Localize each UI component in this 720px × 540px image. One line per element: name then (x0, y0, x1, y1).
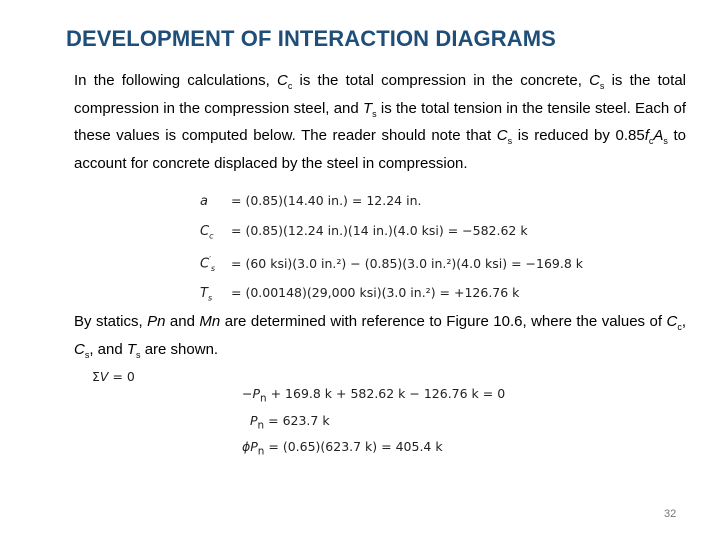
statics-paragraph: By statics, Pn and Mn are determined with reference to Figure 10.6, where the values of $C_c$, $C_s$, and $T_s$ are shown. (74, 313, 686, 360)
slide-number: 32 (664, 508, 677, 520)
intro-paragraph: In the following calculations, $C_c$ is the total compression in the concrete, $C_s$ is the total compression in the compression steel, and $T_s$ is the total tension in the tensile steel. Each of these values is computed below. The reader should note that $C_s$ is reduced by $0.85f_cA_s$ to account for concrete displaced by the steel in compression. (74, 72, 686, 172)
equilibrium-equation: $-P_n + 169.8$ k + 582.62 k − 126.76 k = 0 (242, 386, 506, 405)
force-equations (200, 189, 583, 311)
equation-a: a = (0.85)(14.40 in.) = 12.24 in. (200, 193, 422, 209)
slide-title: DEVELOPMENT OF INTERACTION DIAGRAMS (66, 26, 556, 51)
equation-ts: $T_s$ = (0.00148)(29,000 ksi)(3.0 in.²) = +126.76 k (200, 285, 520, 303)
phi-pn-equation: $\phi P_n = (0.65)(623.7$ k) = 405.4 k (242, 439, 443, 458)
pn-equation: $P_n = 623.7$ k (250, 412, 330, 431)
statics-equations (242, 383, 505, 463)
equation-cs: $C'_s$ = (60 ksi)(3.0 in.²) − (0.85)(3.0 in.²)(4.0 ksi) = −169.8 k (200, 255, 584, 274)
sum-vertical-forces: ΣV = 0 (92, 369, 135, 384)
equation-cc: $C_c$ = (0.85)(12.24 in.)(14 in.)(4.0 ksi) = −582.62 k (200, 222, 528, 241)
